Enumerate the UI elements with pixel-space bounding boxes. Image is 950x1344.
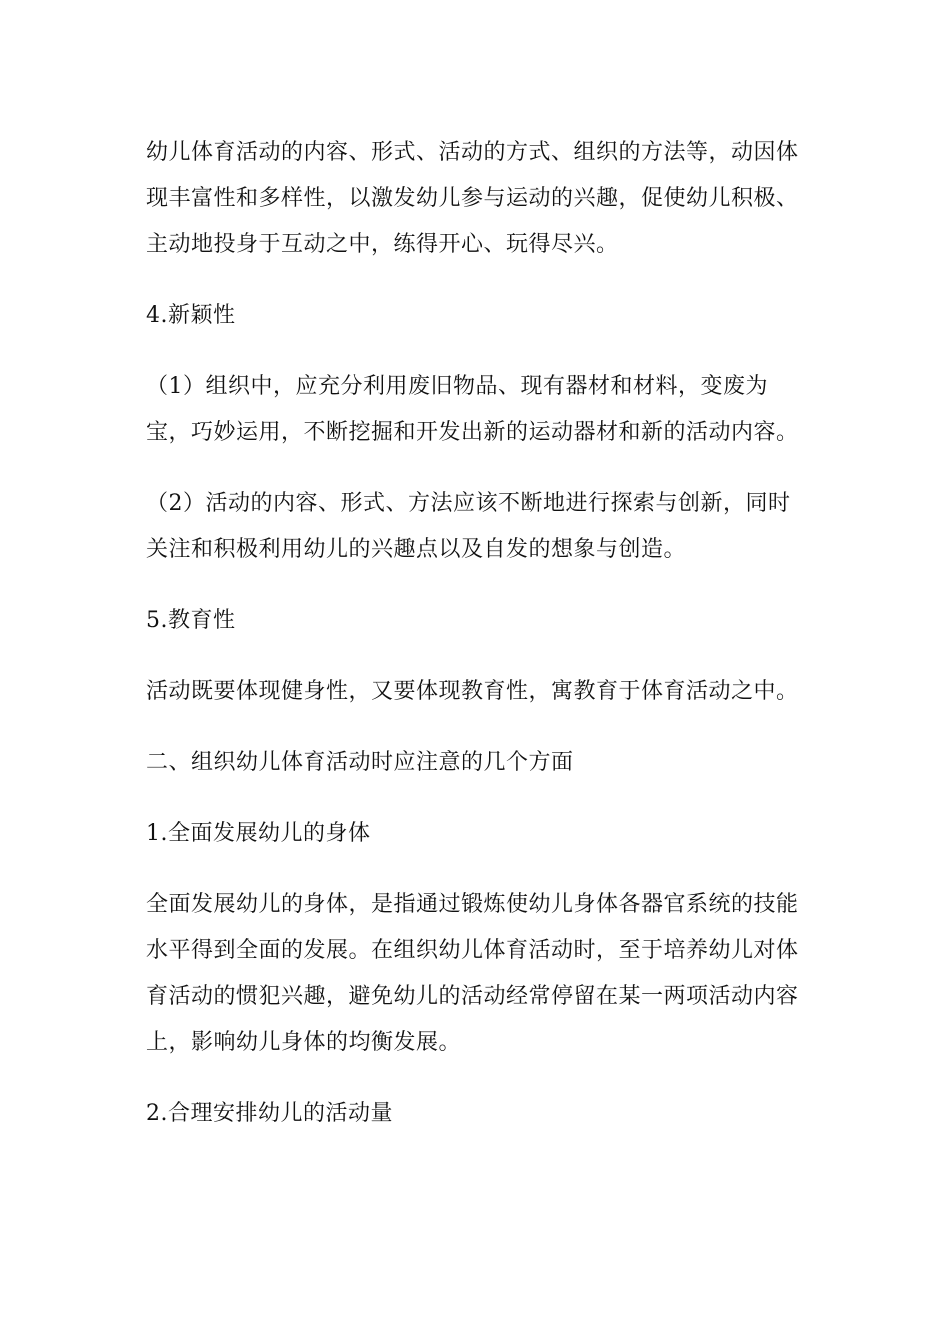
document-body — [146, 130, 810, 1162]
section-4-item-2: （2）活动的内容、形式、方法应该不断地进行探索与创新，同时关注和积极利用幼儿的兴趣点以及自发的想象与创造。 — [146, 491, 791, 562]
part-2-item-1-body: 全面发展幼儿的身体，是指通过锻炼使幼儿身体各器官系统的技能水平得到全面的发展。在组织幼儿体育活动时，至于培养幼儿对体育活动的惯犯兴趣，避免幼儿的活动经常停留在某一两项活动内容上，影响幼儿身体的均衡发展。 — [146, 892, 799, 1055]
part-2-item-1-heading: 1.全面发展幼儿的身体 — [146, 821, 371, 846]
section-5-heading: 5.教育性 — [146, 608, 236, 633]
part-2-heading: 二、组织幼儿体育活动时应注意的几个方面 — [146, 750, 574, 775]
section-5-body: 活动既要体现健身性，又要体现教育性，寓教育于体育活动之中。 — [146, 679, 799, 704]
section-4-item-1: （1）组织中，应充分利用废旧物品、现有器材和材料，变废为宝，巧妙运用，不断挖掘和开发出新的运动器材和新的活动内容。 — [146, 374, 799, 445]
intro-paragraph: 幼儿体育活动的内容、形式、活动的方式、组织的方法等，动因体现丰富性和多样性，以激发幼儿参与运动的兴趣，促使幼儿积极、主动地投身于互动之中，练得开心、玩得尽兴。 — [146, 140, 799, 257]
part-2-item-2-heading: 2.合理安排幼儿的活动量 — [146, 1101, 393, 1126]
section-4-heading: 4.新颖性 — [146, 303, 236, 328]
